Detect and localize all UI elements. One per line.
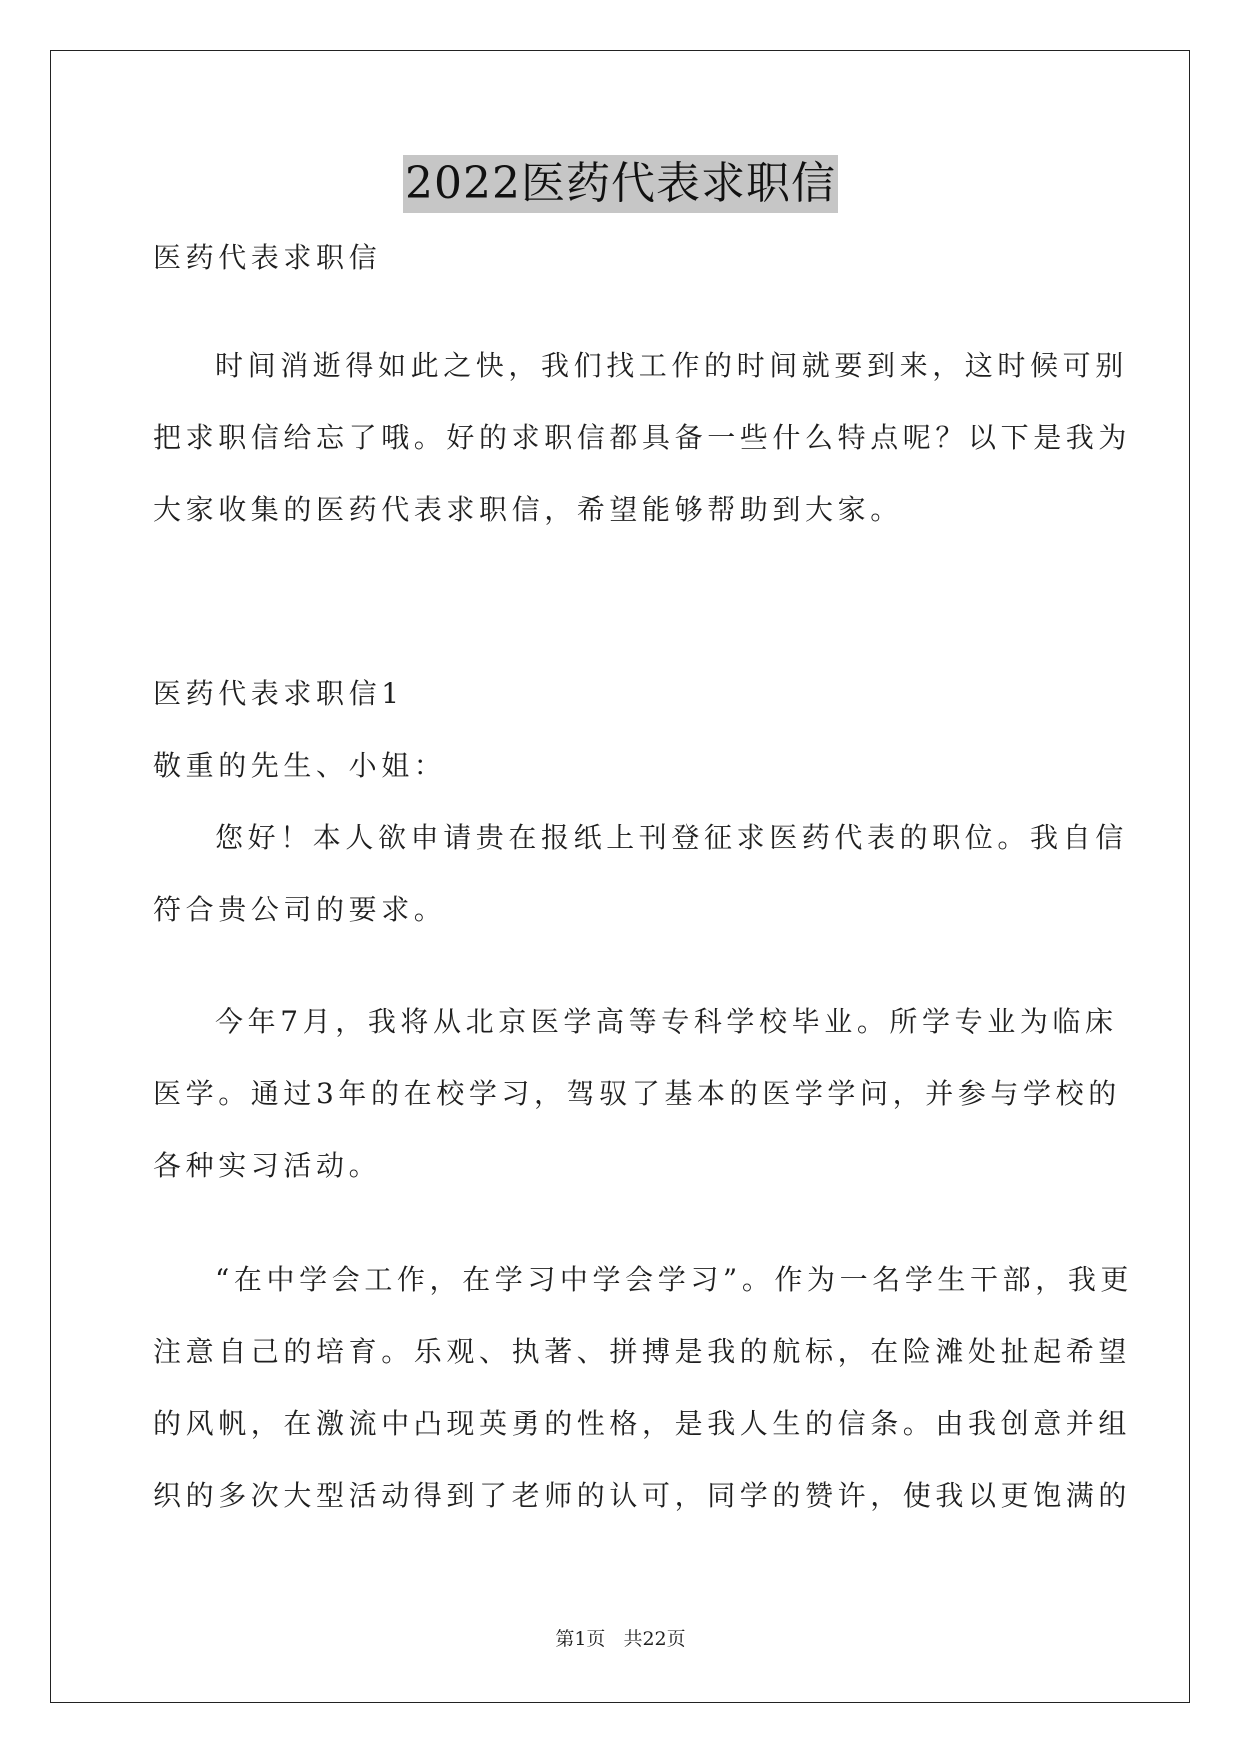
salutation: 敬重的先生、小姐： — [153, 749, 447, 782]
paragraph-line: 织的多次大型活动得到了老师的认可，同学的赞许，使我以更饱满的 — [153, 1479, 1132, 1512]
paragraph-line: 符合贵公司的要求。 — [153, 893, 447, 926]
page-number: 第1页 — [555, 1628, 606, 1650]
page-footer — [0, 1626, 1241, 1652]
paragraph-line: 注意自己的培育。乐观、执著、拼搏是我的航标，在险滩处扯起希望 — [153, 1335, 1132, 1368]
title-container — [0, 155, 1241, 213]
page-total: 共22页 — [623, 1628, 686, 1650]
paragraph-line: 大家收集的医药代表求职信，希望能够帮助到大家。 — [153, 493, 903, 526]
document-title: 2022医药代表求职信 — [403, 155, 838, 213]
subtitle: 医药代表求职信 — [153, 241, 382, 274]
paragraph-line: 今年7月，我将从北京医学高等专科学校毕业。所学专业为临床 — [215, 1005, 1118, 1038]
paragraph-line: 把求职信给忘了哦。好的求职信都具备一些什么特点呢？以下是我为 — [153, 421, 1132, 454]
paragraph-line: “在中学会工作，在学习中学会学习”。作为一名学生干部，我更 — [215, 1263, 1134, 1296]
paragraph-line: 时间消逝得如此之快，我们找工作的时间就要到来，这时候可别 — [215, 349, 1128, 382]
paragraph-line: 各种实习活动。 — [153, 1149, 382, 1182]
paragraph-line: 您好！本人欲申请贵在报纸上刊登征求医药代表的职位。我自信 — [215, 821, 1128, 854]
page-border — [50, 50, 1190, 1703]
section-heading: 医药代表求职信1 — [153, 677, 404, 710]
paragraph-line: 医学。通过3年的在校学习，驾驭了基本的医学学问，并参与学校的 — [153, 1077, 1121, 1110]
paragraph-line: 的风帆，在激流中凸现英勇的性格，是我人生的信条。由我创意并组 — [153, 1407, 1132, 1440]
